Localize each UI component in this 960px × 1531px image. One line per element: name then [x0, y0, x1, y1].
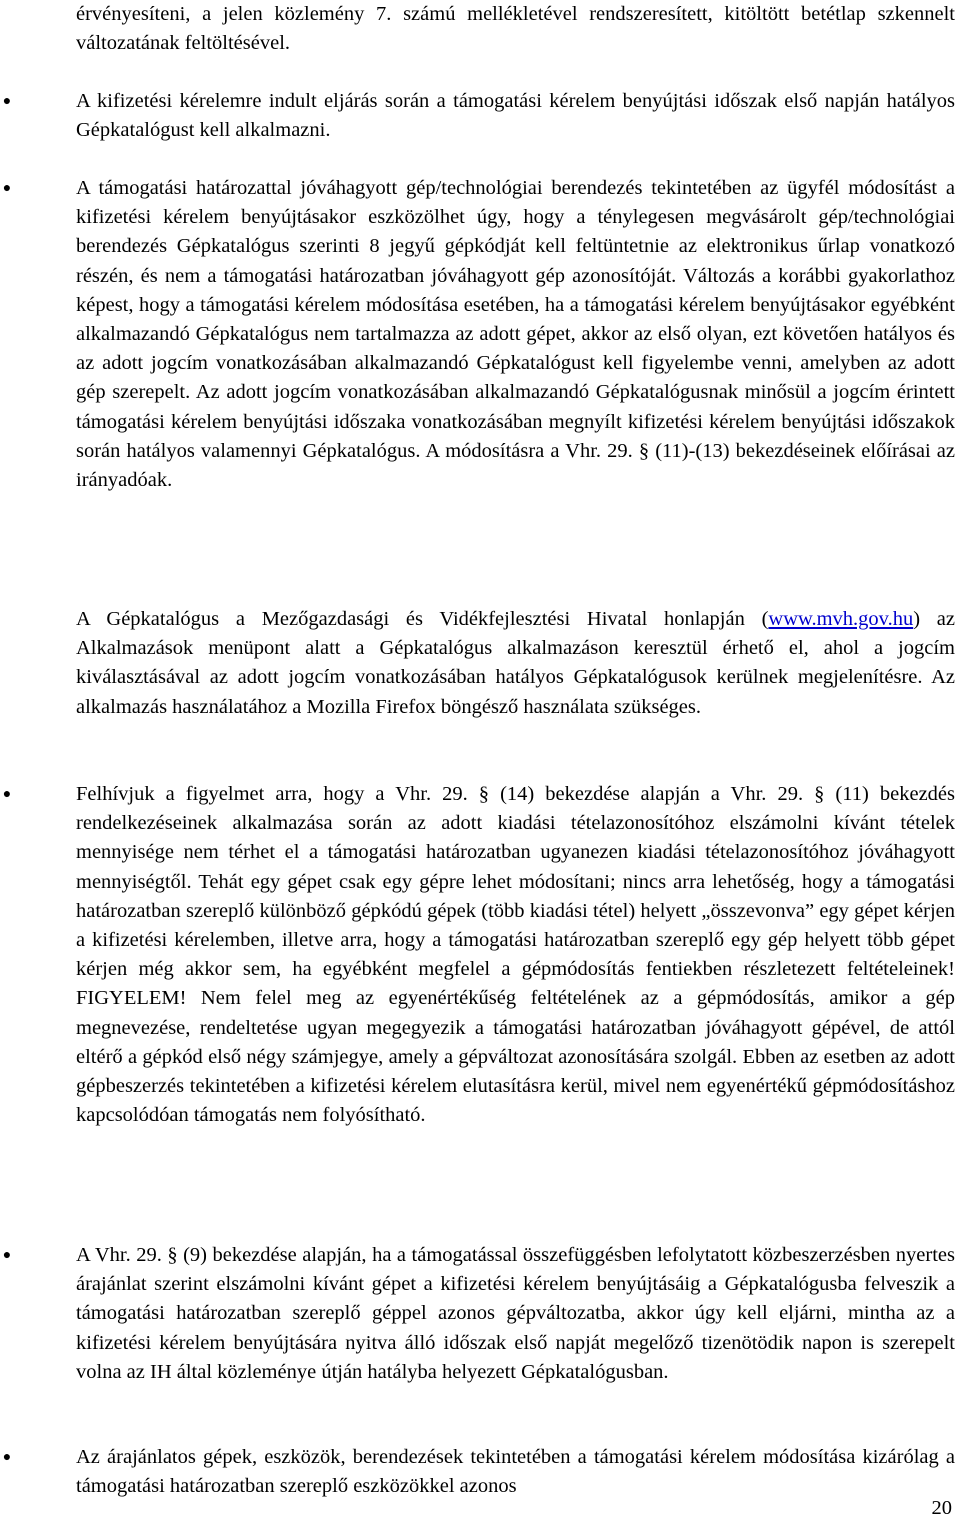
- bullet-paragraph-5: Az árajánlatos gépek, eszközök, berendezések tekintetében a támogatási kérelem módosítása kizárólag a támogatási határozatban szereplő eszközökkel azonos: [76, 1446, 955, 1498]
- bullet-paragraph-4: A Vhr. 29. § (9) bekezdése alapján, ha a támogatással összefüggésben lefolytatott közbeszerzésben nyertes árajánlat szerint elszámolni kívánt gépet a kifizetési kérelem benyújtásáig a Gépkatalógusba felveszik a támogatási határozatban szereplő géppel azonos gépváltozatba, akkor úgy kell eljárni, mintha az a kifizetési kérelem benyújtására nyitva álló időszak első napját megelőző tizenötödik napon is szerepelt volna az IH által közleménye útján hatályba helyezett Gépkatalógusban.: [76, 1244, 955, 1383]
- bullet-icon: [0, 1241, 14, 1270]
- bullet-paragraph-1: A kifizetési kérelemre indult eljárás során a támogatási kérelem benyújtási időszak első napján hatályos Gépkatalógust kell alkalmazni.: [76, 90, 955, 142]
- bullet-icon: [0, 174, 14, 203]
- bullet-icon: [0, 1443, 14, 1472]
- bullet-paragraph-3: Felhívjuk a figyelmet arra, hogy a Vhr. 29. § (14) bekezdése alapján a Vhr. 29. § (11) bekezdés rendelkezéseinek alkalmazása során az adott kiadási tételazonosítóhoz elszámolni kívánt tételek mennyisége nem térhet el a támogatási határozatban ugyanezen kiadási tételazonosítóhoz jóváhagyott mennyiségtől. Tehát egy gépet csak egy gépre lehet módosítani; nincs arra lehetőség, hogy a támogatási határozatban szereplő különböző gépkódú gépek (több kiadási tétel) helyett „összevonva” egy gépet kérjen a kifizetési kérelemben, illetve arra, hogy a támogatási határozatban szereplő egy gép helyett több gépet kérjen még akkor sem, ha egyébként megfelel a gépmódosítás fentiekben részletezett feltételeinek! FIGYELEM! Nem felel meg az egyenértékűség feltételének az a gépmódosítás, amikor a gép megnevezése, rendeltetése ugyan megegyezik a támogatási határozatban jóváhagyott gépével, de attól eltérő a gépkód első négy számjegye, amely a gépváltozat azonosítására szolgál. Ebben az esetben az adott gépbeszerzés tekintetében a kifizetési kérelem elutasításra kerül, mivel nem egyenértékű gépmódosításhoz kapcsolódóan támogatás nem folyósítható.: [76, 783, 955, 1127]
- mvh-link[interactable]: www.mvh.gov.hu: [768, 608, 914, 630]
- mvh-text-after: ) az Alkalmazások menüpont alatt a Gépkatalógus alkalmazáson keresztül érhető el, ahol a jogcím kiválasztásával az adott jogcím vonatkozásában hatályos Gépkatalógusok kerülnek megjelenítésre. Az alkalmazás használatához a Mozilla Firefox böngésző használata szükséges.: [76, 608, 955, 718]
- bullet-icon: [0, 87, 14, 116]
- bullet-icon: [0, 780, 14, 809]
- mvh-text-before: A Gépkatalógus a Mezőgazdasági és Vidékfejlesztési Hivatal honlapján (: [76, 608, 769, 630]
- mvh-paragraph: [76, 605, 955, 722]
- bullet-paragraph-2: A támogatási határozattal jóváhagyott gép/technológiai berendezés tekintetében az ügyfél módosítást a kifizetési kérelem benyújtásakor eszközölhet úgy, hogy a ténylegesen megvásárolt gép/technológiai berendezés Gépkatalógus szerinti 8 jegyű gépkódját kell feltüntetnie az elektronikus űrlap vonatkozó részén, és nem a támogatási határozatban jóváhagyott gép azonosítóját. Változás a korábbi gyakorlathoz képest, hogy a támogatási kérelem módosítása esetében, ha a támogatási kérelem benyújtásakor egyébként alkalmazandó Gépkatalógus nem tartalmazza az adott gépet, akkor az első olyan, ezt követően hatályos és az adott jogcím vonatkozásában alkalmazandó Gépkatalógust kell figyelembe venni, amelyben az adott gép szerepelt. Az adott jogcím vonatkozásában alkalmazandó Gépkatalógusnak minősül a jogcím érintett támogatási kérelem benyújtási időszaka vonatkozásában megnyílt kifizetési kérelem benyújtási időszakok során hatályos valamennyi Gépkatalógus. A módosításra a Vhr. 29. § (11)-(13) bekezdéseinek előírásai az irányadóak.: [76, 177, 955, 492]
- page-number: 20: [931, 1497, 952, 1519]
- intro-paragraph: érvényesíteni, a jelen közlemény 7. számú mellékletével rendszeresített, kitöltött betétlap szkennelt változatának feltöltésével.: [76, 3, 955, 55]
